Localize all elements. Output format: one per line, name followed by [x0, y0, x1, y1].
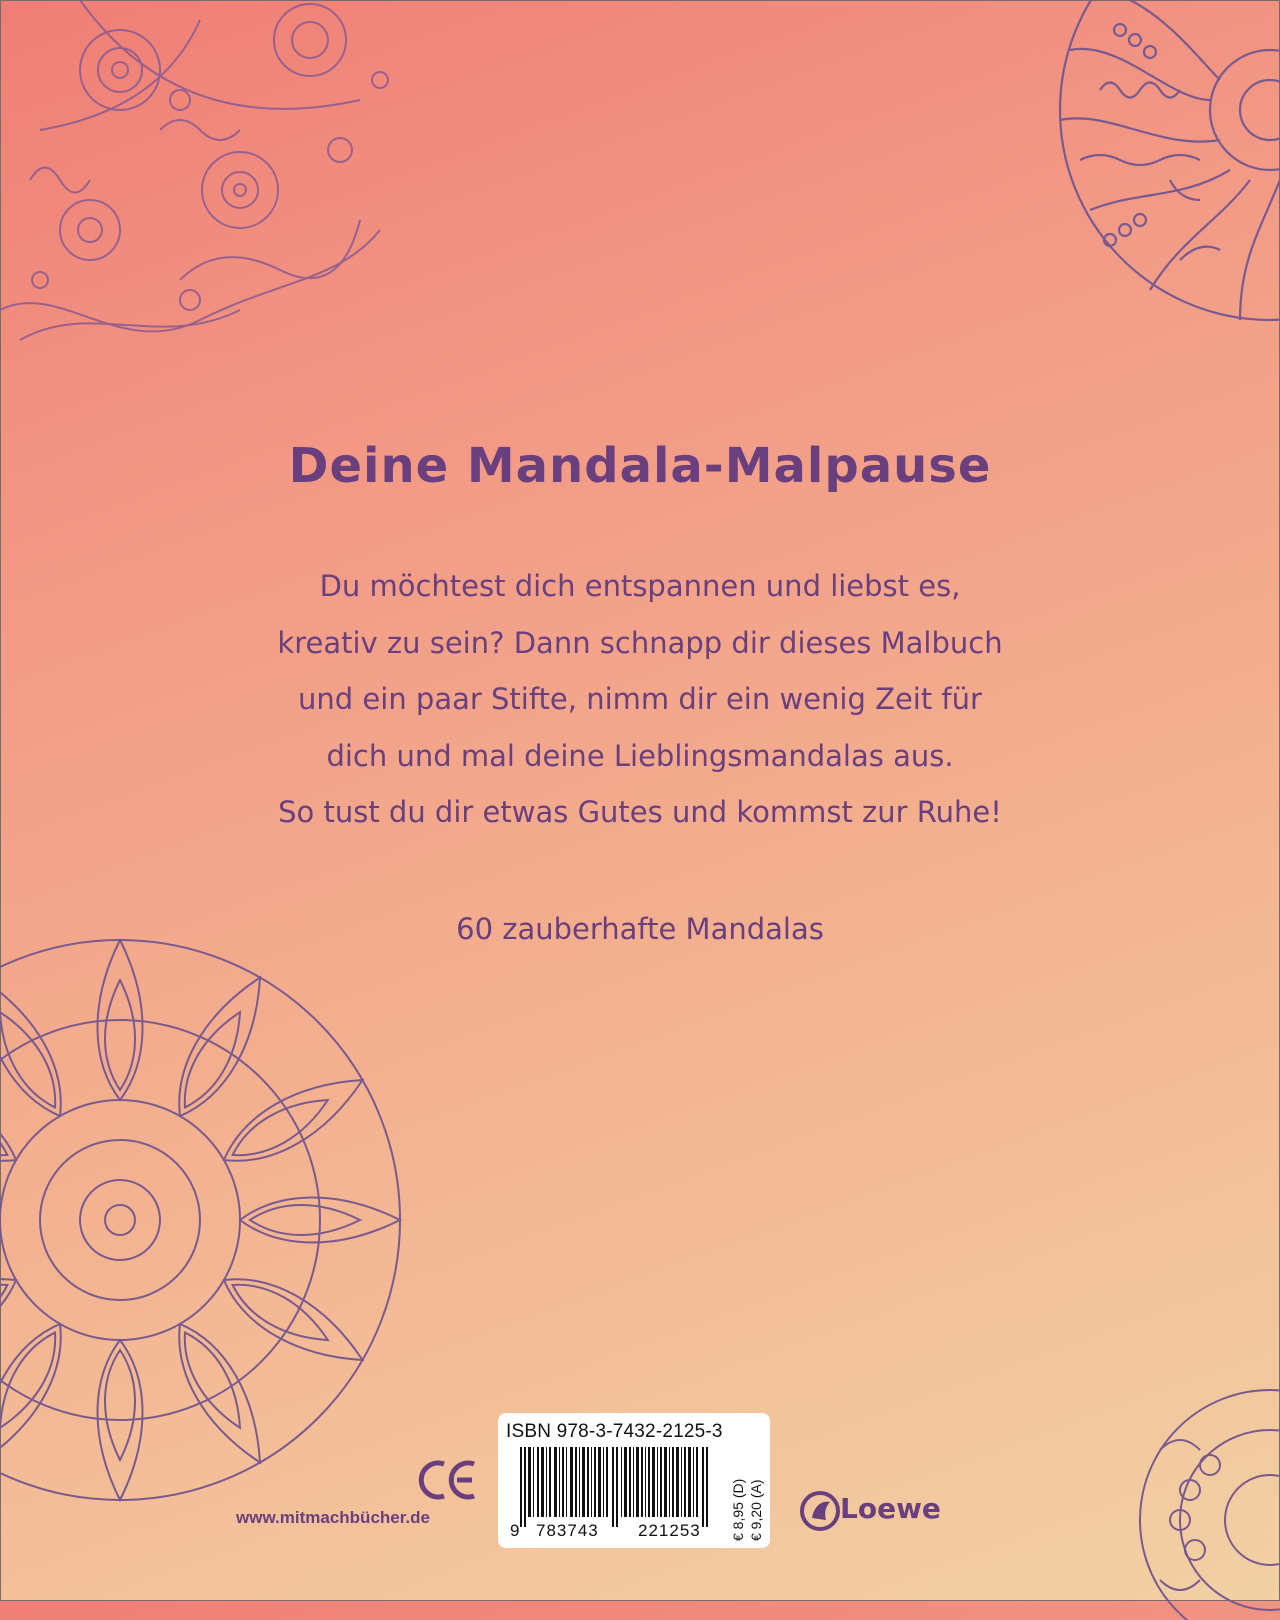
description-line: kreativ zu sein? Dann schnapp dir dieses Malbuch — [277, 625, 1003, 660]
publisher-name: Loewe — [840, 1492, 941, 1525]
loewe-lion-icon — [800, 1488, 840, 1534]
publisher-logo — [800, 1488, 980, 1534]
ce-mark-icon — [418, 1458, 480, 1502]
price-austria: € 9,20 (A) — [748, 1479, 764, 1541]
mandala-top-left-ornament — [0, 0, 420, 360]
isbn-label: ISBN 978-3-7432-2125-3 — [506, 1421, 723, 1442]
description-line: und ein paar Stifte, nimm dir ein wenig Zeit für — [298, 682, 982, 716]
barcode-digits-left: 783743 — [536, 1521, 599, 1540]
cover-description — [0, 558, 1280, 841]
mandala-bottom-left-ornament — [0, 880, 460, 1560]
barcode-panel — [498, 1413, 770, 1548]
mandala-bottom-right-ornament — [1120, 1360, 1280, 1620]
cover-tagline: 60 zauberhafte Mandalas — [456, 912, 824, 946]
barcode — [510, 1447, 726, 1527]
price-germany: € 8,95 (D) — [730, 1478, 746, 1541]
description-line: So tust du dir etwas Gutes und kommst zur Ruhe! — [278, 795, 1002, 829]
mandala-top-right-ornament — [1030, 0, 1280, 380]
barcode-digit-prefix: 9 — [510, 1521, 520, 1540]
barcode-digits-right: 221253 — [638, 1521, 701, 1540]
description-line: dich und mal deine Lieblingsmandalas aus. — [326, 738, 954, 773]
cover-headline: Deine Mandala-Malpause — [288, 438, 992, 494]
website-link[interactable]: www.mitmachbücher.de — [236, 1508, 430, 1527]
description-line: Du möchtest dich entspannen und liebst es, — [319, 569, 961, 603]
